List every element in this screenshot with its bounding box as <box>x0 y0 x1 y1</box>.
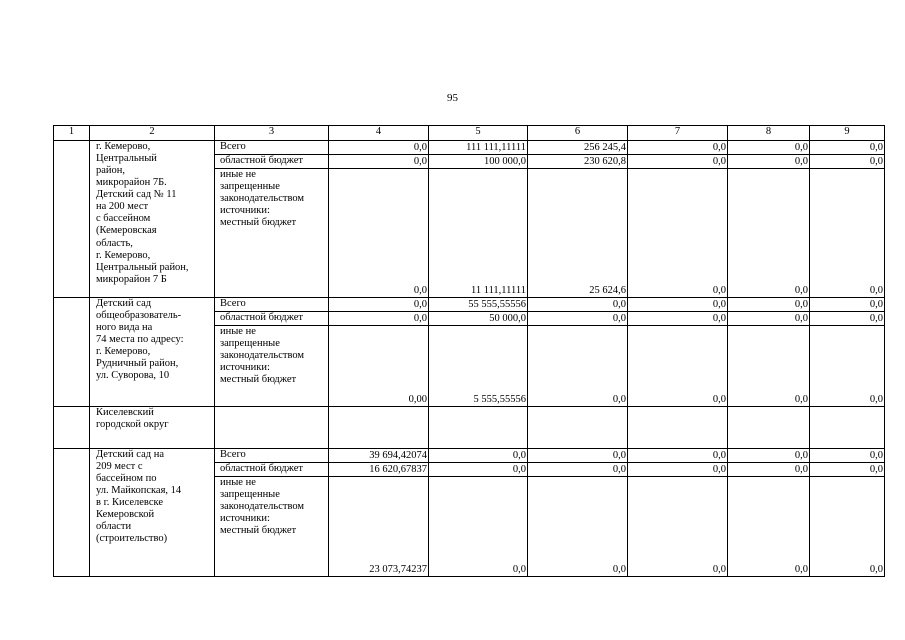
value-cell-col-7: 0,0 <box>628 141 728 155</box>
value-cell-col-4: 0,0 <box>329 298 429 312</box>
funding-source: областной бюджет <box>215 312 329 326</box>
value-cell-col-4: 23 073,74237 <box>329 477 429 577</box>
object-name: Киселевский городской округ <box>90 407 215 449</box>
value-cell-col-5: 5 555,55556 <box>429 326 528 407</box>
page-number: 95 <box>447 92 458 104</box>
funding-source: областной бюджет <box>215 155 329 169</box>
section-row <box>54 407 885 449</box>
empty-cell <box>528 407 628 449</box>
row-number-cell <box>54 298 90 407</box>
value-cell-col-5: 111 111,11111 <box>429 141 528 155</box>
value-cell-col-7: 0,0 <box>628 155 728 169</box>
value-cell-col-5: 100 000,0 <box>429 155 528 169</box>
empty-cell <box>810 407 885 449</box>
table-row <box>54 298 885 312</box>
value-cell-col-6: 0,0 <box>528 477 628 577</box>
value-cell-col-7: 0,0 <box>628 449 728 463</box>
header-cell-8: 8 <box>728 126 810 141</box>
value-cell-col-7: 0,0 <box>628 169 728 298</box>
table-body <box>54 126 885 577</box>
value-cell-col-7: 0,0 <box>628 298 728 312</box>
header-cell-2: 2 <box>90 126 215 141</box>
empty-cell <box>215 407 329 449</box>
header-cell-5: 5 <box>429 126 528 141</box>
row-number-cell <box>54 449 90 577</box>
value-cell-col-9: 0,0 <box>810 141 885 155</box>
value-cell-col-7: 0,0 <box>628 463 728 477</box>
value-cell-col-5: 0,0 <box>429 449 528 463</box>
value-cell-col-7: 0,0 <box>628 326 728 407</box>
value-cell-col-6: 230 620,8 <box>528 155 628 169</box>
value-cell-col-6: 0,0 <box>528 463 628 477</box>
value-cell-col-5: 0,0 <box>429 463 528 477</box>
funding-source: Всего <box>215 298 329 312</box>
value-cell-col-9: 0,0 <box>810 155 885 169</box>
empty-cell <box>728 407 810 449</box>
value-cell-col-6: 0,0 <box>528 312 628 326</box>
table-row <box>54 449 885 463</box>
value-cell-col-6: 0,0 <box>528 326 628 407</box>
header-cell-3: 3 <box>215 126 329 141</box>
value-cell-col-9: 0,0 <box>810 449 885 463</box>
object-name: Детский сад общеобразователь- ного вида на 74 места по адресу: г. Кемерово, Рудничный район, ул. Суворова, 10 <box>90 298 215 407</box>
value-cell-col-8: 0,0 <box>728 477 810 577</box>
object-name: г. Кемерово, Центральный район, микрорайон 7Б. Детский сад № 11 на 200 мест с бассейном (Кемеровская область, г. Кемерово, Центральный район, микрорайон 7 Б <box>90 141 215 298</box>
value-cell-col-5: 0,0 <box>429 477 528 577</box>
value-cell-col-8: 0,0 <box>728 298 810 312</box>
header-cell-4: 4 <box>329 126 429 141</box>
value-cell-col-9: 0,0 <box>810 326 885 407</box>
value-cell-col-4: 16 620,67837 <box>329 463 429 477</box>
empty-cell <box>329 407 429 449</box>
value-cell-col-7: 0,0 <box>628 477 728 577</box>
value-cell-col-9: 0,0 <box>810 169 885 298</box>
empty-cell <box>628 407 728 449</box>
value-cell-col-9: 0,0 <box>810 463 885 477</box>
value-cell-col-8: 0,0 <box>728 155 810 169</box>
value-cell-col-7: 0,0 <box>628 312 728 326</box>
funding-source: Всего <box>215 449 329 463</box>
value-cell-col-5: 55 555,55556 <box>429 298 528 312</box>
funding-source: областной бюджет <box>215 463 329 477</box>
value-cell-col-8: 0,0 <box>728 169 810 298</box>
value-cell-col-5: 11 111,11111 <box>429 169 528 298</box>
value-cell-col-5: 50 000,0 <box>429 312 528 326</box>
header-cell-1: 1 <box>54 126 90 141</box>
header-cell-7: 7 <box>628 126 728 141</box>
value-cell-col-9: 0,0 <box>810 298 885 312</box>
value-cell-col-4: 0,00 <box>329 326 429 407</box>
value-cell-col-8: 0,0 <box>728 141 810 155</box>
value-cell-col-4: 0,0 <box>329 169 429 298</box>
table-row <box>54 141 885 155</box>
value-cell-col-4: 0,0 <box>329 155 429 169</box>
funding-source: иные не запрещенные законодательством источники: местный бюджет <box>215 477 329 577</box>
row-number-cell <box>54 407 90 449</box>
funding-source: иные не запрещенные законодательством источники: местный бюджет <box>215 169 329 298</box>
value-cell-col-9: 0,0 <box>810 312 885 326</box>
header-row <box>54 126 885 141</box>
value-cell-col-8: 0,0 <box>728 326 810 407</box>
header-cell-6: 6 <box>528 126 628 141</box>
value-cell-col-8: 0,0 <box>728 449 810 463</box>
value-cell-col-6: 0,0 <box>528 298 628 312</box>
value-cell-col-6: 256 245,4 <box>528 141 628 155</box>
funding-source: иные не запрещенные законодательством источники: местный бюджет <box>215 326 329 407</box>
empty-cell <box>429 407 528 449</box>
value-cell-col-8: 0,0 <box>728 312 810 326</box>
value-cell-col-6: 0,0 <box>528 449 628 463</box>
value-cell-col-4: 0,0 <box>329 312 429 326</box>
funding-source: Всего <box>215 141 329 155</box>
value-cell-col-9: 0,0 <box>810 477 885 577</box>
object-name: Детский сад на 209 мест с бассейном по ул. Майкопская, 14 в г. Киселевске Кемеровской области (строительство) <box>90 449 215 577</box>
budget-table <box>53 125 885 577</box>
value-cell-col-8: 0,0 <box>728 463 810 477</box>
row-number-cell <box>54 141 90 298</box>
value-cell-col-6: 25 624,6 <box>528 169 628 298</box>
header-cell-9: 9 <box>810 126 885 141</box>
value-cell-col-4: 0,0 <box>329 141 429 155</box>
value-cell-col-4: 39 694,42074 <box>329 449 429 463</box>
